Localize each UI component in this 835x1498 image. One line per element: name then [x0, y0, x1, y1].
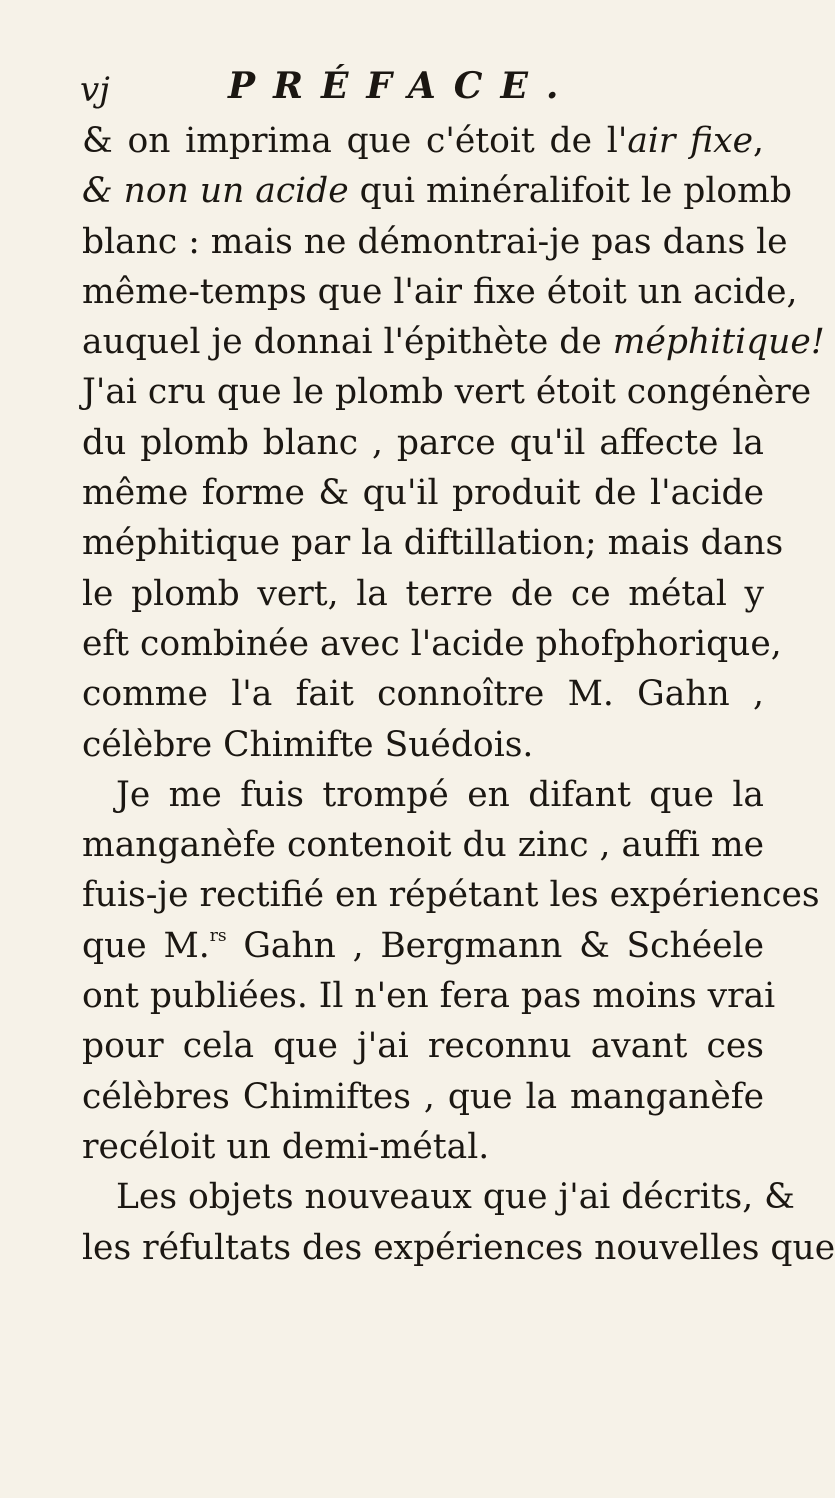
text-line — [82, 720, 764, 770]
text-line — [82, 669, 764, 719]
text-run: Les objets nouveaux que j'ai décrits, & — [116, 1177, 795, 1218]
text-run: que M. — [82, 925, 210, 966]
text-line — [82, 317, 825, 367]
text-run: célèbres Chimiftes , que la manganèfe — [82, 1076, 764, 1117]
italic-text: & non un acide — [82, 171, 349, 212]
text-run: blanc : mais ne démontrai-je pas dans le — [82, 221, 788, 262]
text-run: auquel je donnai l'épithète de — [82, 322, 613, 363]
text-run: même forme & qu'il produit de l'acide — [82, 473, 764, 514]
text-run: , — [753, 121, 765, 161]
text-line — [82, 367, 812, 417]
text-run: le plomb vert, la terre de ce métal y — [82, 573, 764, 614]
text-line — [82, 619, 782, 669]
text-run: manganèfe contenoit du zinc , auffi me — [82, 825, 764, 866]
text-run: du plomb blanc , parce qu'il affecte la — [82, 422, 764, 463]
text-run: les réfultats des expériences nouvelles que — [82, 1227, 835, 1268]
text-line — [82, 569, 764, 619]
folio: vj — [80, 70, 110, 110]
body-text — [82, 116, 835, 1273]
text-line — [82, 870, 820, 920]
text-line — [82, 1072, 764, 1122]
text-run: ont publiées. Il n'en fera pas moins vrai — [82, 976, 776, 1017]
text-line — [82, 518, 784, 568]
running-title: PRÉFACE. — [228, 65, 577, 107]
text-line — [82, 166, 792, 216]
text-run: Gahn , Bergmann & Schéele — [226, 925, 765, 966]
text-line — [82, 1223, 835, 1273]
text-line — [82, 1172, 795, 1222]
text-run: recéloit un demi-métal. — [82, 1126, 490, 1167]
text-run: qui minéralifoit le plomb — [348, 171, 792, 212]
text-run: eft combinée avec l'acide phofphorique, — [82, 623, 782, 664]
text-line — [82, 418, 764, 468]
text-line — [82, 267, 798, 317]
text-run: fuis-je rectifié en répétant les expériences — [82, 875, 820, 916]
superscript: rs — [209, 925, 227, 946]
text-line — [82, 820, 764, 870]
text-run: méphitique par la diftillation; mais dans — [82, 523, 784, 564]
page-header — [56, 58, 756, 118]
italic-text: méphitique! — [612, 322, 825, 363]
italic-text: air fixe — [627, 121, 754, 161]
text-run: & on imprima que c'étoit de l' — [82, 121, 628, 161]
text-line — [82, 921, 764, 971]
text-run: célèbre Chimifte Suédois. — [82, 724, 534, 765]
text-line — [82, 770, 764, 820]
text-line — [82, 116, 764, 166]
text-line — [82, 217, 788, 267]
text-run: Je me fuis trompé en difant que la — [116, 774, 764, 815]
text-line — [82, 1122, 764, 1172]
text-line — [82, 971, 776, 1021]
text-run: comme l'a fait connoître M. Gahn , — [82, 674, 764, 715]
text-line — [82, 468, 764, 518]
text-run: même-temps que l'air fixe étoit un acide, — [82, 271, 798, 312]
text-run: pour cela que j'ai reconnu avant ces — [82, 1026, 764, 1067]
text-run: J'ai cru que le plomb vert étoit congénère — [82, 372, 812, 413]
text-line — [82, 1021, 764, 1071]
